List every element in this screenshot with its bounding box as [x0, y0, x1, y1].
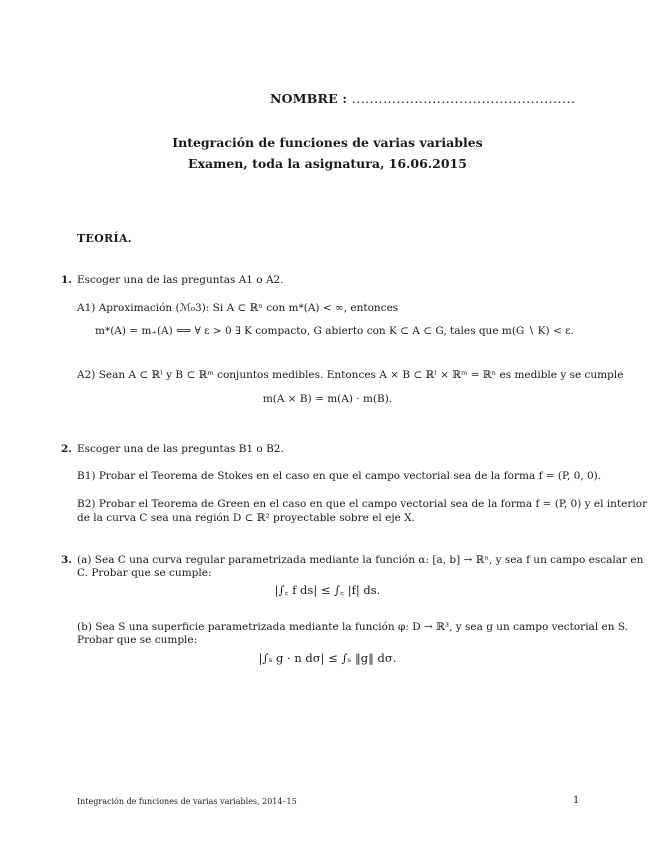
question-1-intro: Escoger una de las preguntas A1 o A2. [77, 274, 284, 286]
page-number: 1 [573, 795, 580, 806]
question-3-b-line1: (b) Sea S una superficie parametrizada mediante la función φ: D → ℝ³, y sea g un campo vectorial en S. [77, 621, 628, 633]
question-3-a-line1: (a) Sea C una curva regular parametrizada mediante la función α: [a, b] → ℝⁿ, y sea f un campo escalar en [77, 554, 644, 566]
footer-text: Integración de funciones de varias variables, 2014–15 [77, 797, 297, 806]
question-3-b-line2: Probar que se cumple: [77, 634, 198, 646]
question-2-b2-line2: de la curva C sea una región D ⊂ ℝ² proyectable sobre el eje X. [77, 512, 415, 524]
question-3-number: 3. [61, 554, 72, 566]
question-2-intro: Escoger una de las preguntas B1 o B2. [77, 443, 284, 455]
nombre-label: NOMBRE : [270, 91, 348, 106]
exam-title: Integración de funciones de varias variables [172, 135, 483, 150]
question-1-a1-text: A1) Aproximación (ℳ₀3): Si A ⊂ ℝⁿ con m*(A) < ∞, entonces [77, 302, 399, 314]
section-title: TEORÍA. [77, 232, 132, 245]
question-3-a-line2: C. Probar que se cumple: [77, 567, 212, 579]
question-3-b-formula: |∫ₛ g · n dσ| ≤ ∫ₛ ‖g‖ dσ. [258, 651, 397, 665]
nombre-field [270, 91, 575, 106]
question-1-number: 1. [61, 274, 72, 286]
question-1-a1-formula: m*(A) = m₊(A) ⟺ ∀ ε > 0 ∃ K compacto, G abierto con K ⊂ A ⊂ G, tales que m(G ∖ K) < ε. [95, 325, 574, 337]
question-2-b2-line1: B2) Probar el Teorema de Green en el caso en que el campo vectorial sea de la forma f = (P, 0) y el interior [77, 498, 648, 510]
question-1-a2-text: A2) Sean A ⊂ ℝˡ y B ⊂ ℝᵐ conjuntos medibles. Entonces A × B ⊂ ℝˡ × ℝᵐ = ℝⁿ es medible y se cumple [77, 369, 624, 381]
question-1-a2-formula: m(A × B) = m(A) · m(B). [262, 393, 393, 405]
question-2-number: 2. [61, 443, 72, 455]
question-3-a-formula: |∫꜀ f ds| ≤ ∫꜀ |f| ds. [274, 583, 381, 597]
exam-subtitle: Examen, toda la asignatura, 16.06.2015 [188, 156, 467, 171]
question-2-b1-text: B1) Probar el Teorema de Stokes en el caso en que el campo vectorial sea de la forma f = (P, 0, 0). [77, 470, 602, 482]
nombre-dots: .................................................. [351, 91, 576, 106]
